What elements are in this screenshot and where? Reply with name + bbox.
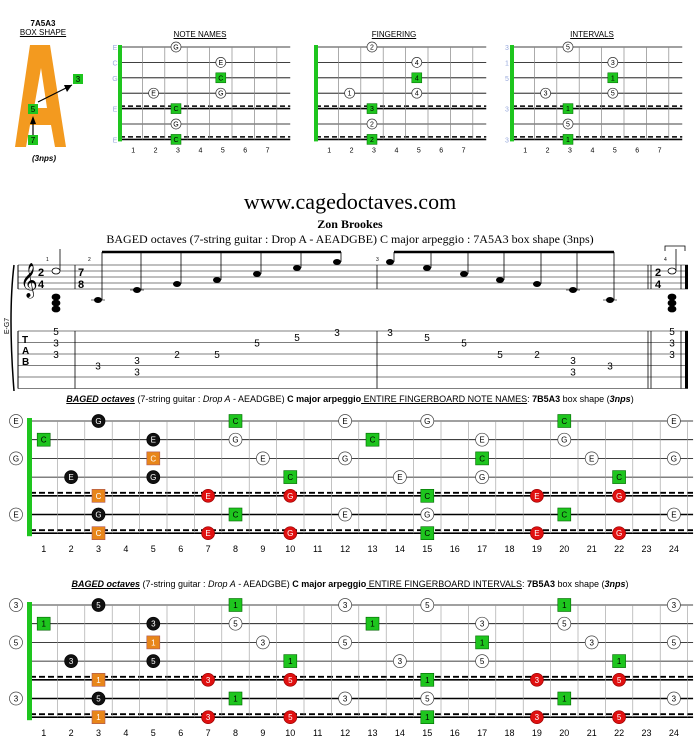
note-label: 3 (671, 694, 677, 704)
note-label: C (369, 435, 376, 445)
note-label: G (95, 510, 102, 520)
tab-number: 2 (174, 350, 180, 361)
note-label: G (424, 510, 431, 520)
note-label: G (287, 491, 294, 501)
box-shape-label: BOX SHAPE (19, 28, 67, 37)
note-label: 5 (616, 713, 622, 723)
board2-title: BAGED octaves (7-string guitar : Drop A - AEADGBE) C major arpeggio ENTIRE FINGERBOARD INTERVALS: 7B5A3 box shape (3nps) (71, 579, 629, 589)
note-label: 4 (414, 90, 419, 98)
note-label: 3 (610, 59, 615, 67)
open-note-ghost: C (112, 60, 118, 68)
note-label: E (205, 529, 211, 539)
time-sig-bottom: 8 (78, 279, 85, 291)
tab-number: 5 (254, 338, 260, 350)
board1-title: BAGED octaves (7-string guitar : Drop A - AEADGBE) C major arpeggio ENTIRE FINGERBOARD NOTE NAMES: 7B5A3 box shape (3nps) (66, 394, 634, 404)
note-label: G (341, 454, 349, 464)
note-label: 1 (479, 638, 485, 648)
open-note-ghost: E (112, 137, 118, 145)
fret-number: 15 (422, 544, 433, 555)
box-nps: (3nps) (32, 154, 56, 163)
note-label: 3 (589, 638, 594, 648)
note-label: C (232, 510, 239, 520)
note-label: 4 (414, 75, 419, 83)
fret-number: 2 (68, 728, 74, 739)
note-label: 5 (616, 675, 622, 685)
title-fingering: FINGERING (371, 30, 417, 39)
fret-number: 12 (340, 544, 351, 555)
note-label: G (478, 473, 486, 483)
fret-number: 24 (668, 544, 679, 555)
board-intervals (10, 599, 694, 739)
note-label: E (68, 473, 74, 483)
fret-number: 3 (176, 147, 180, 155)
note-label: G (232, 435, 239, 445)
tab-number: 3 (669, 350, 675, 361)
note-label: C (287, 473, 294, 483)
note-label: 5 (342, 638, 348, 648)
fret-number: 16 (449, 544, 460, 555)
open-note-ghost: 3 (505, 45, 509, 52)
fret-number: 13 (367, 728, 378, 739)
tab-number: 2 (534, 350, 540, 361)
note-label: 3 (397, 657, 403, 667)
fret-number: 8 (232, 544, 239, 555)
fret-number: 18 (504, 544, 515, 555)
tuning-label: E-G7 (4, 317, 11, 335)
time-sig-top: 2 (38, 267, 45, 279)
fret-number: 7 (205, 728, 211, 739)
note-label: E (218, 59, 224, 67)
fret-number: 23 (641, 544, 652, 555)
fret-number: 13 (367, 544, 378, 555)
note-label: E (534, 491, 540, 501)
note-label: C (40, 435, 47, 445)
note-label: 3 (370, 106, 374, 114)
note-label: 3 (260, 638, 266, 648)
tab-number: 5 (461, 338, 467, 350)
note-label: E (13, 417, 19, 426)
note-label: 1 (233, 694, 238, 704)
tab-number: 5 (214, 350, 220, 361)
fret-number: 19 (531, 544, 542, 555)
fret-number: 11 (313, 728, 323, 739)
title-note-names: NOTE NAMES (173, 30, 227, 39)
fret-number: 3 (95, 728, 102, 739)
fret-number: 7 (205, 544, 211, 555)
note-label: C (424, 529, 431, 539)
fret-number: 1 (523, 147, 528, 155)
note-label: 5 (96, 694, 101, 704)
fret-number: 2 (545, 147, 550, 155)
note-label: C (95, 529, 102, 539)
note-label: 2 (370, 44, 374, 52)
note-label: 5 (288, 675, 293, 685)
tab-letter: B (22, 357, 30, 368)
note-label: 1 (616, 657, 622, 667)
fret-number: 4 (123, 544, 129, 555)
box-badge-label: 7 (30, 136, 36, 145)
fret-number: 22 (614, 544, 625, 555)
fret-number: 9 (260, 728, 266, 739)
fret-number: 5 (612, 147, 617, 155)
open-note-ghost: G (112, 75, 118, 83)
note-label: 3 (68, 657, 74, 667)
tab-number: 5 (294, 332, 300, 344)
fret-number: 3 (372, 147, 376, 155)
open-note-ghost: 5 (505, 75, 509, 83)
note-label: 3 (543, 90, 548, 98)
fret-number: 6 (178, 544, 184, 555)
tab-number: 5 (669, 327, 675, 338)
note-label: 3 (479, 619, 485, 629)
fret-number: 1 (41, 544, 47, 555)
note-label: 5 (96, 601, 101, 610)
fret-number: 17 (477, 728, 488, 739)
fret-number: 12 (340, 728, 351, 739)
note-label: E (589, 454, 595, 464)
note-label: 3 (534, 675, 540, 685)
fret-number: 21 (586, 544, 597, 555)
tab-number: 3 (134, 367, 140, 379)
note-label: C (561, 417, 568, 426)
note-label: G (670, 454, 678, 464)
note-label: E (342, 417, 348, 426)
tab-number: 3 (53, 338, 59, 350)
measure-number: 3 (376, 257, 379, 263)
note-label: 1 (233, 601, 238, 610)
open-note-ghost: E (112, 45, 118, 52)
tab-number: 3 (53, 350, 59, 361)
fret-number: 10 (285, 728, 296, 739)
open-note-ghost: 1 (505, 60, 509, 68)
fret-number: 21 (586, 728, 597, 739)
note-label: G (150, 473, 157, 483)
note-label: E (397, 473, 403, 483)
description: BAGED octaves (7-string guitar : Drop A - AEADGBE) C major arpeggio : 7A5A3 box shape (3nps) (106, 232, 594, 246)
note-label: 1 (41, 619, 46, 629)
fret-number: 7 (461, 147, 466, 155)
note-label: C (173, 106, 179, 114)
open-note-ghost: 3 (505, 137, 509, 145)
tab-number: 3 (607, 361, 613, 373)
note-label: 1 (566, 136, 570, 144)
note-label: 3 (534, 713, 540, 723)
fret-number: 6 (243, 147, 248, 155)
fret-number: 5 (150, 728, 156, 739)
time-sig-bottom: 4 (655, 279, 662, 291)
fret-number: 20 (559, 544, 570, 555)
fret-number: 5 (220, 147, 225, 155)
fret-number: 14 (394, 728, 405, 739)
note-label: E (671, 417, 677, 426)
time-sig-bottom: 4 (38, 279, 45, 291)
box-code: 7A5A3 (30, 19, 56, 28)
note-label: 3 (151, 619, 156, 629)
note-label: C (150, 454, 157, 464)
fret-number: 24 (668, 728, 679, 739)
note-label: E (671, 510, 677, 520)
note-label: 5 (566, 121, 570, 129)
note-label: G (173, 44, 179, 52)
tab-number: 3 (334, 328, 340, 340)
fret-number: 2 (349, 147, 354, 155)
fret-number: 4 (394, 147, 399, 155)
tab-number: 3 (570, 367, 576, 379)
fret-number: 7 (657, 147, 662, 155)
note-label: 1 (288, 657, 293, 667)
fret-number: 1 (131, 147, 136, 155)
note-label: C (479, 454, 485, 464)
fret-number: 2 (153, 147, 158, 155)
note-label: 4 (414, 59, 419, 67)
nut (27, 602, 32, 720)
tab-letter: T (22, 335, 29, 346)
tab-number: 5 (424, 332, 430, 344)
tab-number: 5 (53, 327, 59, 338)
note-label: E (342, 510, 348, 520)
fret-number: 14 (394, 544, 405, 555)
fret-number: 8 (232, 728, 239, 739)
site-url[interactable]: www.cagedoctaves.com (243, 189, 457, 214)
note-label: G (95, 417, 102, 426)
note-label: E (13, 510, 19, 520)
fret-number: 3 (568, 147, 572, 155)
note-label: E (534, 529, 540, 539)
open-note-ghost: 3 (505, 106, 509, 114)
note-label: 1 (562, 694, 567, 704)
note-label: 1 (370, 619, 375, 629)
title-intervals: INTERVALS (570, 30, 614, 39)
fret-number: 15 (422, 728, 433, 739)
tab-letter: A (22, 346, 30, 357)
note-label: 5 (288, 713, 293, 723)
note-label: E (151, 90, 156, 98)
note-label: 5 (425, 694, 430, 704)
note-label: 1 (347, 90, 352, 98)
note-label: 1 (566, 106, 570, 114)
measure-number: 2 (88, 257, 91, 263)
note-label: 2 (370, 121, 374, 129)
fret-number: 6 (635, 147, 640, 155)
note-label: 1 (96, 713, 101, 723)
box-badge-label: 5 (30, 105, 36, 114)
note-label: 5 (566, 44, 570, 52)
note-label: 1 (425, 675, 430, 685)
note-label: C (561, 510, 568, 520)
note-label: G (615, 529, 623, 539)
note-label: 3 (342, 601, 348, 610)
note-label: 5 (562, 619, 567, 629)
time-sig-top: 7 (78, 267, 85, 279)
fret-number: 18 (504, 728, 515, 739)
note-label: 1 (425, 713, 430, 723)
note-label: G (424, 417, 431, 426)
note-label: G (173, 121, 179, 129)
fret-number: 16 (449, 728, 460, 739)
note-label: E (150, 435, 156, 445)
tab-number: 3 (134, 355, 140, 367)
tab-number: 3 (669, 338, 675, 350)
note-label: 5 (13, 638, 19, 648)
note-label: 3 (205, 713, 211, 723)
board-note-names (10, 415, 694, 555)
measure-number: 1 (46, 257, 49, 263)
fret-number: 6 (439, 147, 444, 155)
note-label: E (260, 454, 266, 464)
note-label: 1 (610, 75, 615, 83)
note-label: 1 (151, 638, 156, 648)
note-label: 5 (671, 638, 677, 648)
note-label: C (232, 417, 239, 426)
fret-number: 4 (123, 728, 129, 739)
fret-number: 7 (265, 147, 270, 155)
fret-number: 22 (614, 728, 625, 739)
treble-clef: 𝄞 (20, 264, 38, 297)
note-label: E (479, 435, 485, 445)
note-label: G (615, 491, 623, 501)
fret-number: 4 (198, 147, 203, 155)
box-badge-label: 3 (75, 75, 81, 84)
fret-number: 19 (531, 728, 542, 739)
note-label: C (424, 491, 431, 501)
open-note-ghost: E (112, 106, 118, 114)
note-label: 3 (342, 694, 348, 704)
note-label: 5 (233, 619, 238, 629)
note-label: G (287, 529, 294, 539)
fret-number: 23 (641, 728, 652, 739)
note-label: 3 (13, 601, 19, 610)
tab-number: 5 (497, 350, 503, 361)
fret-number: 9 (260, 544, 266, 555)
fret-number: 10 (285, 544, 296, 555)
time-sig-top: 2 (655, 267, 662, 279)
note-label: 3 (671, 601, 677, 610)
measure-number: 4 (664, 257, 667, 263)
note-label: 2 (370, 136, 374, 144)
note-label: 3 (205, 675, 211, 685)
fret-number: 17 (477, 544, 488, 555)
note-label: 5 (610, 90, 615, 98)
note-label: C (218, 75, 224, 83)
note-label: G (561, 435, 568, 445)
note-label: C (95, 491, 102, 501)
fret-number: 1 (41, 728, 47, 739)
note-label: G (218, 90, 224, 98)
note-label: 5 (151, 657, 156, 667)
note-label: 1 (562, 601, 567, 610)
fret-number: 4 (590, 147, 595, 155)
author: Zon Brookes (317, 217, 383, 231)
note-label: E (205, 491, 211, 501)
fret-number: 6 (178, 728, 184, 739)
fret-number: 3 (95, 544, 102, 555)
note-label: 5 (479, 657, 485, 667)
note-label: C (616, 473, 622, 483)
tab-number: 3 (95, 361, 101, 373)
note-label: C (173, 136, 179, 144)
fret-number: 11 (313, 544, 323, 555)
fret-number: 1 (327, 147, 332, 155)
note-label: 1 (96, 675, 101, 685)
tab-number: 3 (387, 328, 393, 340)
nut (27, 418, 32, 536)
fret-number: 20 (559, 728, 570, 739)
fret-number: 5 (416, 147, 421, 155)
note-label: G (12, 454, 20, 464)
fret-number: 2 (68, 544, 74, 555)
note-label: 3 (13, 694, 19, 704)
fret-number: 5 (150, 544, 156, 555)
note-label: 5 (425, 601, 430, 610)
tab-number: 3 (570, 355, 576, 367)
